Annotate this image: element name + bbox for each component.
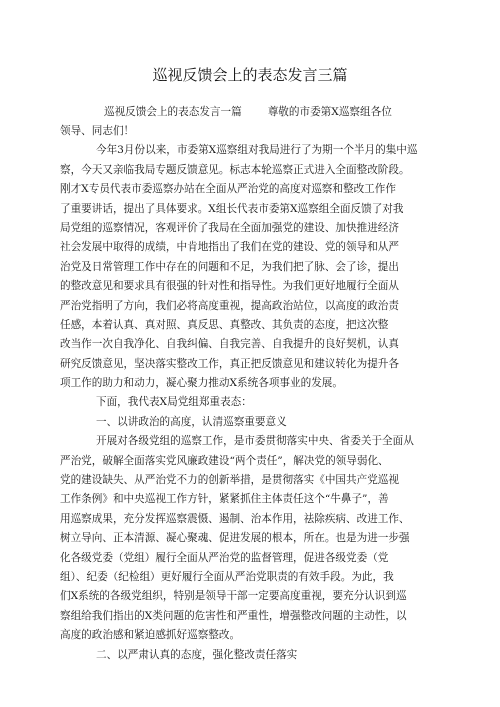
paragraph-line: 党的建设缺失、从严治党不力的创新举措，是贯彻落实《中国共产党巡视 xyxy=(60,474,399,487)
section-heading: 二、以严肃认真的态度，强化整改责任落实 xyxy=(96,648,298,661)
paragraph-line: 任感，本着认真、真对照、真反思、真整改、其负责的态度，把这次整 xyxy=(60,318,389,331)
paragraph-line: 高度的政治感和紧迫感抓好巡察整改。 xyxy=(60,629,241,642)
paragraph-line: 用巡察成果，充分发挥巡察震慑、遏制、治本作用，祛除疾病、改进工作、 xyxy=(60,512,410,525)
document-title: 巡视反馈会上的表态发言三篇 xyxy=(152,66,348,84)
paragraph-line: 改当作一次自我净化、自我纠偏、自我完善、自我提升的良好契机，认真 xyxy=(60,338,399,351)
paragraph-line: 察组给我们指出的X类问题的危害性和严重性，增强整改问题的主动性，以 xyxy=(60,609,407,622)
paragraph-line: 们X系统的各级党组织，特别是领导干部一定要高度重视，要充分认识到巡 xyxy=(60,590,407,603)
paragraph-line: 的整改意见和要求具有很强的针对性和指导性。为我们更好地履行全面从 xyxy=(60,280,399,293)
subtitle-row xyxy=(104,104,392,119)
paragraph-line: 开展对各级党组的巡察工作，是市委贯彻落实中央、省委关于全面从 xyxy=(96,435,414,448)
paragraph-line: 了重要讲话，提出了具体要求。X组长代表市委第X巡察组全面反馈了对我 xyxy=(60,202,404,215)
paragraph-line: 组）、纪委（纪检组）更好履行全面从严治党职责的有效手段。为此，我 xyxy=(60,570,394,583)
paragraph-line: 局党组的巡察情况，客观评价了我局在全面加强党的建设、加快推进经济 xyxy=(60,221,399,234)
subtitle-right: 尊敬的市委第X巡察组各位 xyxy=(267,106,392,118)
subtitle-left: 巡视反馈会上的表态发言一篇 xyxy=(104,106,242,118)
paragraph-line: 今年3月份以来，市委第X巡察组对我局进行了为期一个半月的集中巡 xyxy=(96,144,418,157)
paragraph-line: 严治党，破解全面落实党风廉政建设“两个责任”，解决党的领导弱化、 xyxy=(60,454,389,467)
paragraph-line: 严治党指明了方向，我们必将高度重视，提高政治站位，以高度的政治责 xyxy=(60,299,399,312)
paragraph-line: 工作条例》和中央巡视工作方针，紧紧抓住主体责任这个“牛鼻子”，善 xyxy=(60,493,389,506)
paragraph-line: 树立导向、正本清源、凝心聚魂、促进发展的根本，所在。也是为进一步强 xyxy=(60,532,410,545)
body-text xyxy=(60,122,440,665)
paragraph-line: 研究反馈意见，坚决落实整改工作，真正把反馈意见和建议转化为提升各 xyxy=(60,357,399,370)
paragraph-line: 治党及日常管理工作中存在的问题和不足，为我们把了脉、会了诊，提出 xyxy=(60,260,399,273)
paragraph-line: 下面，我代表X局党组郑重表态： xyxy=(96,396,252,409)
salutation-line: 领导、同志们！ xyxy=(60,125,135,137)
paragraph-line: 刚才X专员代表市委巡察办站在全面从严治党的高度对巡察和整改工作作 xyxy=(60,183,396,196)
paragraph-line: 社会发展中取得的成绩，中肯地指出了我们在党的建设、党的领导和从严 xyxy=(60,241,399,254)
paragraph-line: 化各级党委（党组）履行全面从严治党的监督管理，促进各级党委（党 xyxy=(60,551,389,564)
paragraph-line: 察，今天又亲临我局专题反馈意见。标志本轮巡察正式进入全面整改阶段。 xyxy=(60,163,410,176)
section-heading: 一、以讲政治的高度，认清巡察重要意义 xyxy=(96,415,287,428)
paragraph-line: 项工作的助力和动力，凝心聚力推动X系统各项事业的发展。 xyxy=(60,377,343,390)
